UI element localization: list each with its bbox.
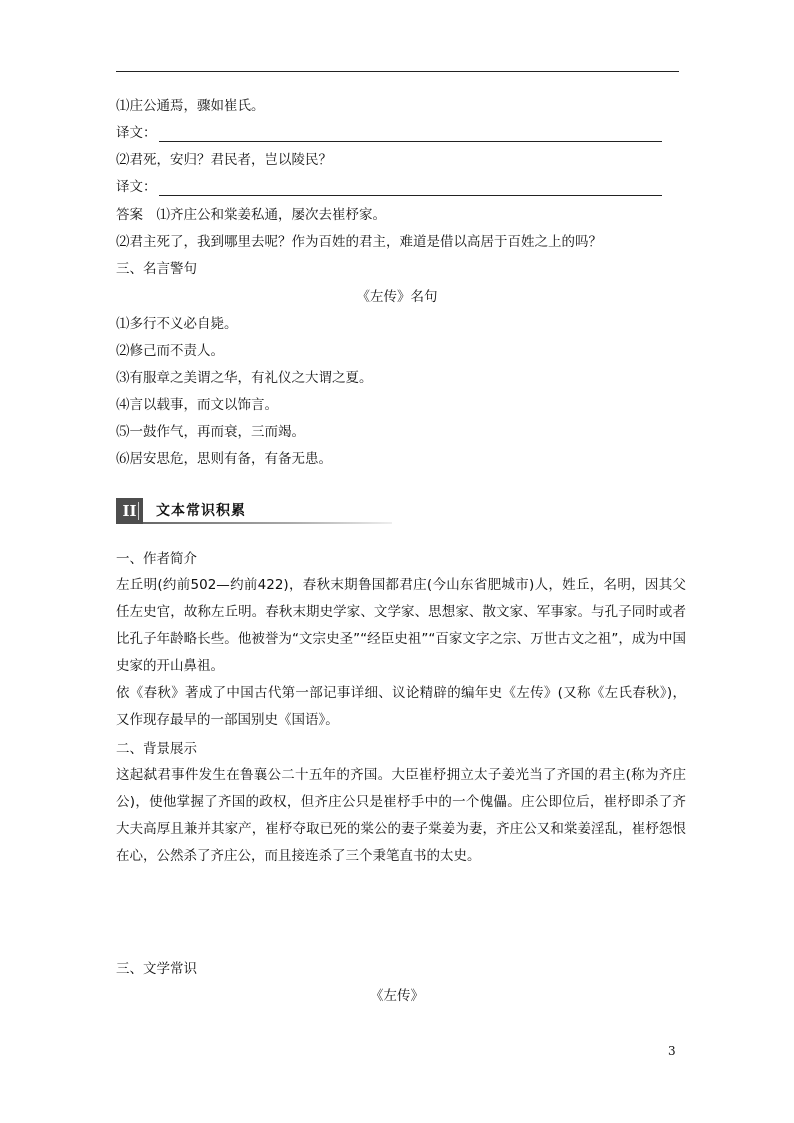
banner-title: 文本常识积累 xyxy=(156,503,246,519)
literature-heading: 三、文学常识 xyxy=(116,961,197,977)
translation-label: 译文： xyxy=(116,125,157,141)
background-paragraph: 这起弑君事件发生在鲁襄公二十五年的齐国。大臣崔杼拥立太子姜光当了齐国的君主(称为齐庄公)，使他掌握了齐国的政权，但齐庄公只是崔杼手中的一个傀儡。庄公即位后，崔杼即杀了齐大夫高厚且兼并其家产，崔杼夺取已死的棠公的妻子棠姜为妻，齐庄公又和棠姜淫乱，崔杼怨恨在心，公然杀了齐庄公，而且接连杀了三个秉笔直书的太史。 xyxy=(116,767,686,864)
quote-item: ⑴多行不义必自毙。 xyxy=(116,316,238,332)
answer-line-2: ⑵君主死了，我到哪里去呢？作为百姓的君主，难道是借以高居于百姓之上的吗？ xyxy=(116,234,602,250)
quotes-subtitle: 《左传》名句 xyxy=(356,289,438,305)
question-1: ⑴庄公通焉，骤如崔氏。 xyxy=(116,98,265,114)
question-2: ⑵君死，安归？君民者，岂以陵民？ xyxy=(116,152,332,168)
section-banner xyxy=(116,498,392,524)
banner-number: II xyxy=(116,498,143,524)
background-heading: 二、背景展示 xyxy=(116,741,197,757)
quote-item: ⑹居安思危，思则有备，有备无患。 xyxy=(116,451,332,467)
translation-2-row xyxy=(116,178,662,196)
author-paragraph-1: 左丘明(约前502—约前422)，春秋末期鲁国都君庄(今山东省肥城市)人，姓丘，名明，因其父任左史官，故称左丘明。春秋末期史学家、文学家、思想家、散文家、军事家。与孔子同时或者比孔子年龄略长些。他被誉为“文宗史圣”“经臣史祖”“百家文字之宗、万世古文之祖”，成为中国史家的开山鼻祖。 xyxy=(116,577,686,674)
section-heading-quotes: 三、名言警句 xyxy=(116,261,197,277)
translation-label: 译文： xyxy=(116,179,157,195)
banner-underline xyxy=(143,522,392,524)
author-heading: 一、作者简介 xyxy=(116,551,197,567)
translation-1-row xyxy=(116,124,662,142)
quote-item: ⑶有服章之美谓之华，有礼仪之大谓之夏。 xyxy=(116,370,373,386)
literature-subtitle: 《左传》 xyxy=(370,988,424,1004)
quote-item: ⑷言以载事，而文以饰言。 xyxy=(116,397,278,413)
translation-1-blank[interactable] xyxy=(159,127,662,142)
answer-line-1: 答案 ⑴齐庄公和棠姜私通，屡次去崔杼家。 xyxy=(116,207,386,223)
page-number: 3 xyxy=(668,1044,676,1058)
quote-item: ⑵修己而不责人。 xyxy=(116,343,224,359)
author-paragraph-2: 依《春秋》著成了中国古代第一部记事详细、议论精辟的编年史《左传》(又称《左氏春秋》)，又作现存最早的一部国别史《国语》。 xyxy=(116,685,686,728)
translation-2-blank[interactable] xyxy=(159,181,662,196)
quote-item: ⑸一鼓作气，再而衰，三而竭。 xyxy=(116,424,305,440)
header-rule xyxy=(116,71,679,72)
